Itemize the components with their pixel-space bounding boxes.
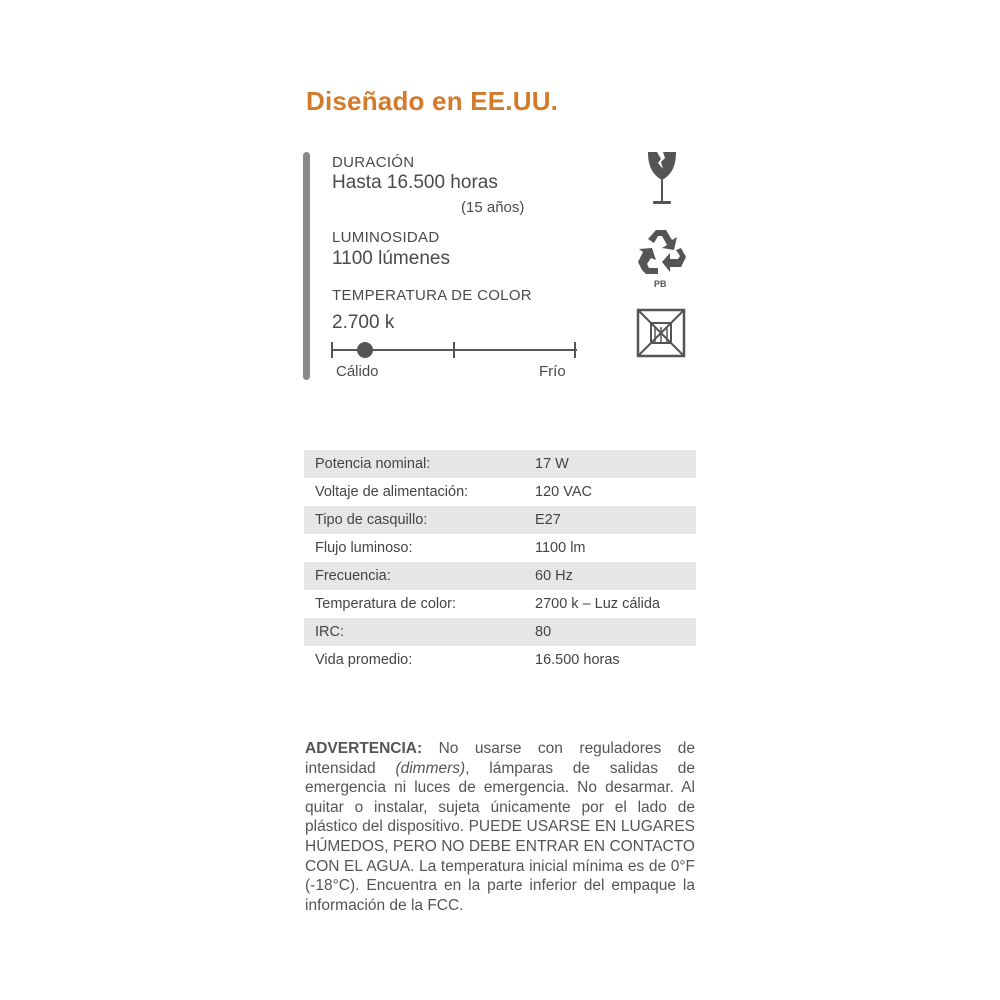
table-row bbox=[304, 562, 696, 590]
scale-marker bbox=[357, 342, 373, 358]
row-key: IRC: bbox=[315, 624, 344, 640]
table-row bbox=[304, 646, 696, 674]
warning-italic: (dimmers) bbox=[395, 759, 466, 777]
row-key: Flujo luminoso: bbox=[315, 540, 413, 556]
table-row bbox=[304, 450, 696, 478]
scale-tick bbox=[574, 342, 576, 358]
scale-tick bbox=[453, 342, 455, 358]
table-row bbox=[304, 590, 696, 618]
row-value: 60 Hz bbox=[535, 568, 573, 584]
table-row bbox=[304, 618, 696, 646]
table-row bbox=[304, 534, 696, 562]
row-value: 17 W bbox=[535, 456, 569, 472]
color-temp-value: 2.700 k bbox=[332, 312, 395, 333]
scale-cold-label: Frío bbox=[539, 363, 566, 380]
spec-table bbox=[304, 450, 696, 674]
fragile-glass-icon bbox=[646, 150, 678, 213]
recycle-icon bbox=[634, 226, 690, 283]
scale-tick bbox=[331, 342, 333, 358]
row-value: E27 bbox=[535, 512, 561, 528]
duration-value: Hasta 16.500 horas bbox=[332, 172, 498, 193]
row-value: 120 VAC bbox=[535, 484, 592, 500]
row-value: 1100 lm bbox=[535, 540, 586, 556]
warning-text-part: , lámparas de salidas de emergencia ni luces de emergencia. No desarmar. Al quitar o instalar, sujeta únicamente por el lado de plástico del dispositivo. PUEDE USARSE EN LUGARES HÚMEDOS, PERO NO DEBE ENTRAR EN CONTACTO CON EL AGUA. La temperatura inicial mínima es de 0°F (-18°C). Encuentra en la parte inferior del empaque la información de la FCC. bbox=[305, 759, 695, 914]
warning-label: ADVERTENCIA: bbox=[305, 740, 423, 757]
warning-text-part: No usarse con reguladores de intensidad bbox=[305, 740, 695, 777]
duration-label: DURACIÓN bbox=[332, 154, 415, 171]
row-key: Frecuencia: bbox=[315, 568, 391, 584]
row-key: Tipo de casquillo: bbox=[315, 512, 428, 528]
row-key: Vida promedio: bbox=[315, 652, 413, 668]
color-temp-label: TEMPERATURA DE COLOR bbox=[332, 287, 532, 304]
spec-side-bar bbox=[303, 152, 310, 380]
row-key: Voltaje de alimentación: bbox=[315, 484, 469, 500]
duration-sub: (15 años) bbox=[461, 199, 525, 216]
table-row bbox=[304, 478, 696, 506]
do-not-stack-box-icon bbox=[636, 308, 686, 363]
page-title: Diseñado en EE.UU. bbox=[306, 86, 559, 116]
row-value: 80 bbox=[535, 624, 552, 640]
table-row bbox=[304, 506, 696, 534]
row-key: Potencia nominal: bbox=[315, 456, 431, 472]
recycle-code: PB bbox=[654, 279, 667, 289]
luminosity-value: 1100 lúmenes bbox=[332, 248, 450, 269]
row-key: Temperatura de color: bbox=[315, 596, 457, 612]
row-value: 16.500 horas bbox=[535, 652, 620, 668]
scale-warm-label: Cálido bbox=[336, 363, 379, 380]
warning-text bbox=[305, 739, 695, 915]
row-value: 2700 k – Luz cálida bbox=[535, 596, 660, 612]
luminosity-label: LUMINOSIDAD bbox=[332, 229, 440, 246]
color-temp-scale bbox=[331, 340, 577, 360]
